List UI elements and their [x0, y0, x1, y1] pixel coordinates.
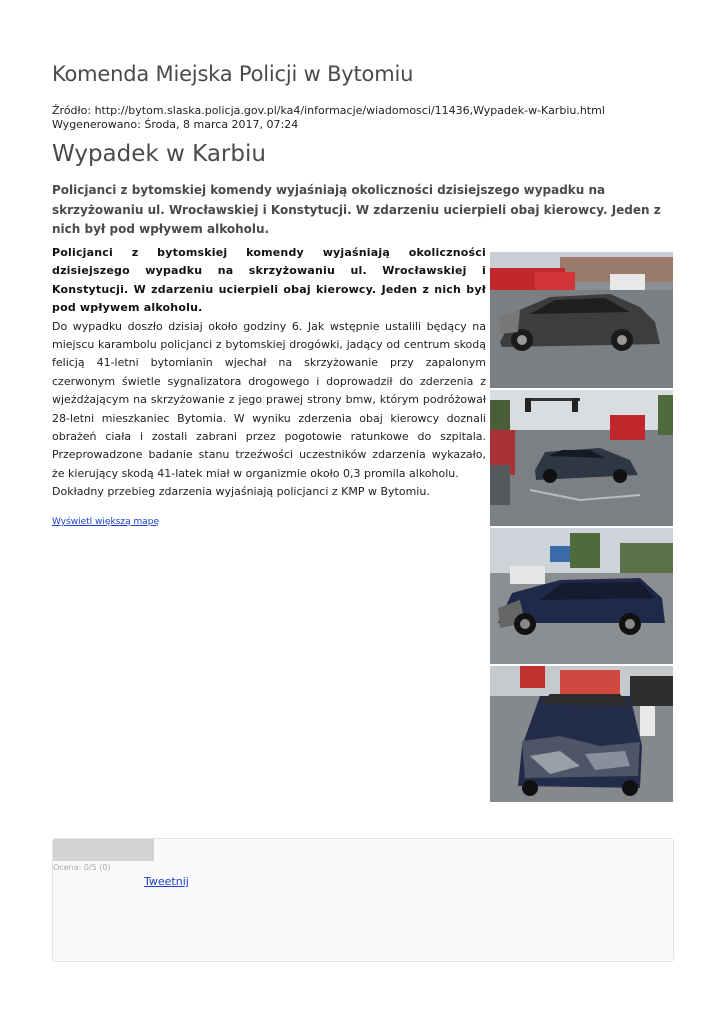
site-title: Komenda Miejska Policji w Bytomiu [52, 62, 414, 86]
source-url: Źródło: http://bytom.slaska.policja.gov.pl/ka4/informacje/wiadomosci/11436,Wypadek-w-Karbiu.html [52, 104, 605, 117]
larger-map-link[interactable]: Wyświetl większą mapę [52, 517, 159, 527]
accident-photo[interactable] [490, 528, 673, 664]
generated-date: Wygenerowano: Środa, 8 marca 2017, 07:24 [52, 118, 299, 131]
accident-photo[interactable] [490, 390, 673, 526]
accident-photo[interactable] [490, 666, 673, 802]
accident-photo[interactable] [490, 252, 673, 388]
bold-intro-paragraph: Policjanci z bytomskiej komendy wyjaśniają okoliczności dzisiejszego wypadku na skrzyżowaniu ul. Wrocławskiej i Konstytucji. W zdarzeniu ucierpieli obaj kierowcy. Jeden z nich był pod wpływem alkoholu. [52, 246, 486, 315]
photo-gallery [490, 252, 673, 804]
tweet-link[interactable]: Tweetnij [144, 875, 189, 888]
article-title: Wypadek w Karbiu [52, 141, 266, 167]
rating-stars-widget[interactable] [53, 839, 154, 861]
article-body [52, 244, 486, 502]
body-paragraph: Do wypadku doszło dzisiaj około godziny 6. Jak wstępnie ustalili będący na miejscu karambolu policjanci z bytomskiej drogówki, jadący od centrum skodą felicją 41-letni bytomianin wjechał na skrzyżowanie przy zapalonym czerwonym świetle sygnalizatora drogowego i doprowadził do zderzenia z wjeżdżającym na skrzyżowanie z jego prawej strony bmw, którym podróżował 28-letni mieszkaniec Bytomia. W wyniku zderzenia obaj kierowcy doznali obrażeń ciała i zostali zabrani przez pogotowie ratunkowe do szpitala. Przeprowadzone badanie stanu trzeźwości uczestników zdarzenia wykazało, że kierujący skodą 41-latek miał w organizmie około 0,3 promila alkoholu. [52, 319, 486, 480]
document-meta [52, 104, 605, 132]
article-lead: Policjanci z bytomskiej komendy wyjaśniają okoliczności dzisiejszego wypadku na skrzyżowaniu ul. Wrocławskiej i Konstytucji. W zdarzeniu ucierpieli obaj kierowcy. Jeden z nich był pod wpływem alkoholu. [52, 183, 661, 236]
body-paragraph-closing: Dokładny przebieg zdarzenia wyjaśniają policjanci z KMP w Bytomiu. [52, 485, 430, 499]
rating-text: Ocena: 0/5 (0) [53, 863, 111, 872]
article-footer [52, 838, 674, 962]
